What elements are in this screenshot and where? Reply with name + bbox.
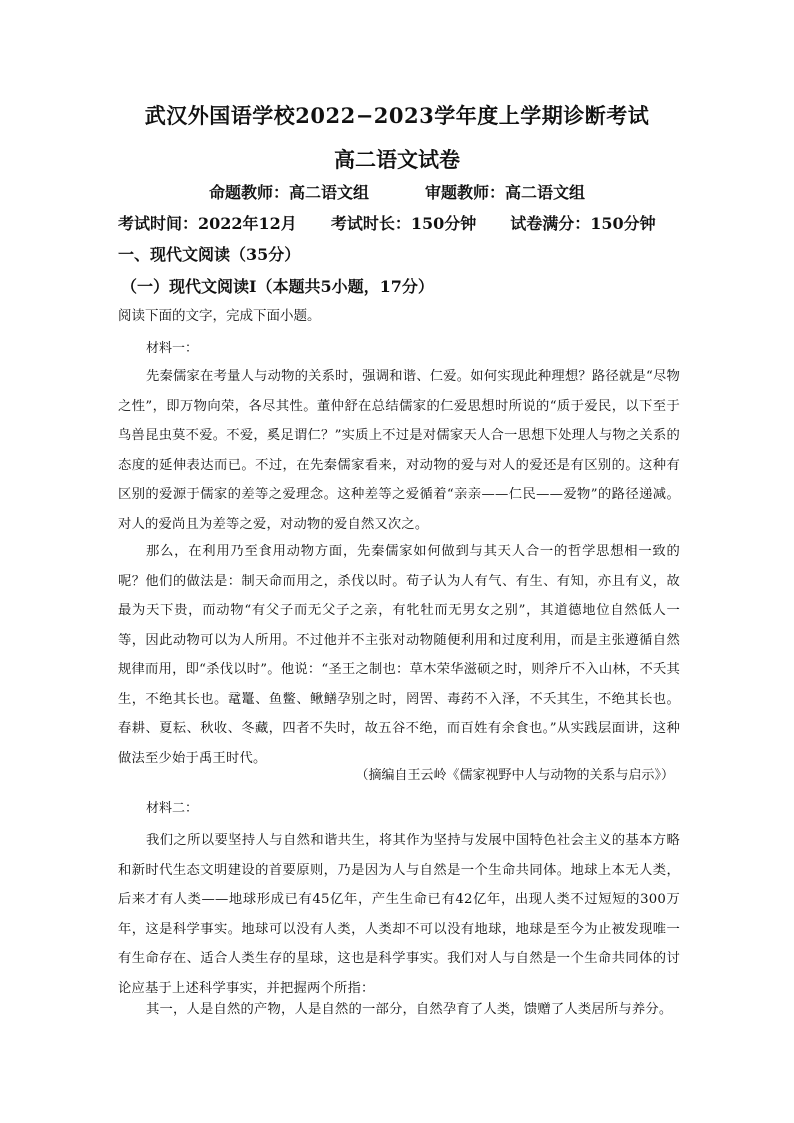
exam-staff-line: [0, 180, 794, 203]
instruction-text: 阅读下面的文字，完成下面小题。: [118, 308, 321, 324]
exam-time: 考试时间：2022年12月: [118, 214, 297, 233]
exam-full-score: 试卷满分：150分钟: [510, 214, 656, 233]
material-one-paragraph-2: 那么，在利用乃至食用动物方面，先秦儒家如何做到与其天人合一的哲学思想相一致的呢？他们的做法是：制天命而用之，杀伐以时。荀子认为人有气、有生、有知，亦且有义，故最为天下贵，而动物“有父子而无父子之亲，有牝牡而无男女之别”，其道德地位自然低人一等，因此动物可以为人所用。不过他并不主张对动物随便利用和过度利用，而是主张遵循自然规律而用，即“杀伐以时”。他说：“圣王之制也：草木荣华滋硕之时，则斧斤不入山林，不夭其生，不绝其长也。鼋鼍、鱼鳖、鳅鳝孕别之时，罔罟、毒药不入泽，不夭其生，不绝其长也。春耕、夏耘、秋收、冬藏，四者不失时，故五谷不绝，而百姓有余食也。”从实践层面讲，这种做法至少始于禹王时代。: [118, 544, 680, 766]
material-two-paragraph-2: 其一，人是自然的产物，人是自然的一部分，自然孕育了人类，馈赠了人类居所与养分。: [146, 1002, 673, 1017]
material-one-source: （摘编自王云岭《儒家视野中人与动物的关系与启示》）: [355, 768, 674, 783]
exam-subtitle: 高二语文试卷: [334, 147, 460, 172]
exam-duration: 考试时长：150分钟: [330, 214, 477, 233]
exam-title: 武汉外国语学校2022−2023学年度上学期诊断考试: [144, 103, 650, 128]
subsection-heading: （一）现代文阅读Ⅰ（本题共5小题，17分）: [121, 277, 434, 296]
material-one-label: 材料一：: [146, 341, 199, 356]
material-one-paragraph-1: 先秦儒家在考量人与动物的关系时，强调和谐、仁爱。如何实现此种理想？路径就是“尽物之性”，即万物向荣，各尽其性。董仲舒在总结儒家的仁爱思想时所说的“质于爱民，以下至于鸟兽昆虫莫不爱。不爱，奚足谓仁？”实质上不过是对儒家天人合一思想下处理人与物之关系的态度的延伸表达而已。不过，在先秦儒家看来，对动物的爱与对人的爱还是有区别的。这种有区别的爱源于儒家的差等之爱理念。这种差等之爱循着“亲亲——仁民——爱物”的路径递减。对人的爱尚且为差等之爱，对动物的爱自然又次之。: [118, 369, 680, 532]
reviewer-info: 审题教师：高二语文组: [425, 183, 586, 202]
setter-info: 命题教师：高二语文组: [208, 183, 369, 202]
material-two-paragraph-1: 我们之所以要坚持人与自然和谐共生，将其作为坚持与发展中国特色社会主义的基本方略和新时代生态文明建设的首要原则，乃是因为人与自然是一个生命共同体。地球上本无人类，后来才有人类——地球形成已有45亿年，产生生命已有42亿年，出现人类不过短短的300万年，这是科学事实。地球可以没有人类，人类却不可以没有地球，地球是至今为止被发现唯一有生命存在、适合人类生存的星球，这也是科学事实。我们对人与自然是一个生命共同体的讨论应基于上述科学事实，并把握两个所指：: [118, 833, 680, 996]
section-heading: 一、现代文阅读（35分）: [118, 245, 301, 264]
exam-meta-line: [118, 211, 656, 234]
material-two-label: 材料二：: [146, 801, 199, 816]
